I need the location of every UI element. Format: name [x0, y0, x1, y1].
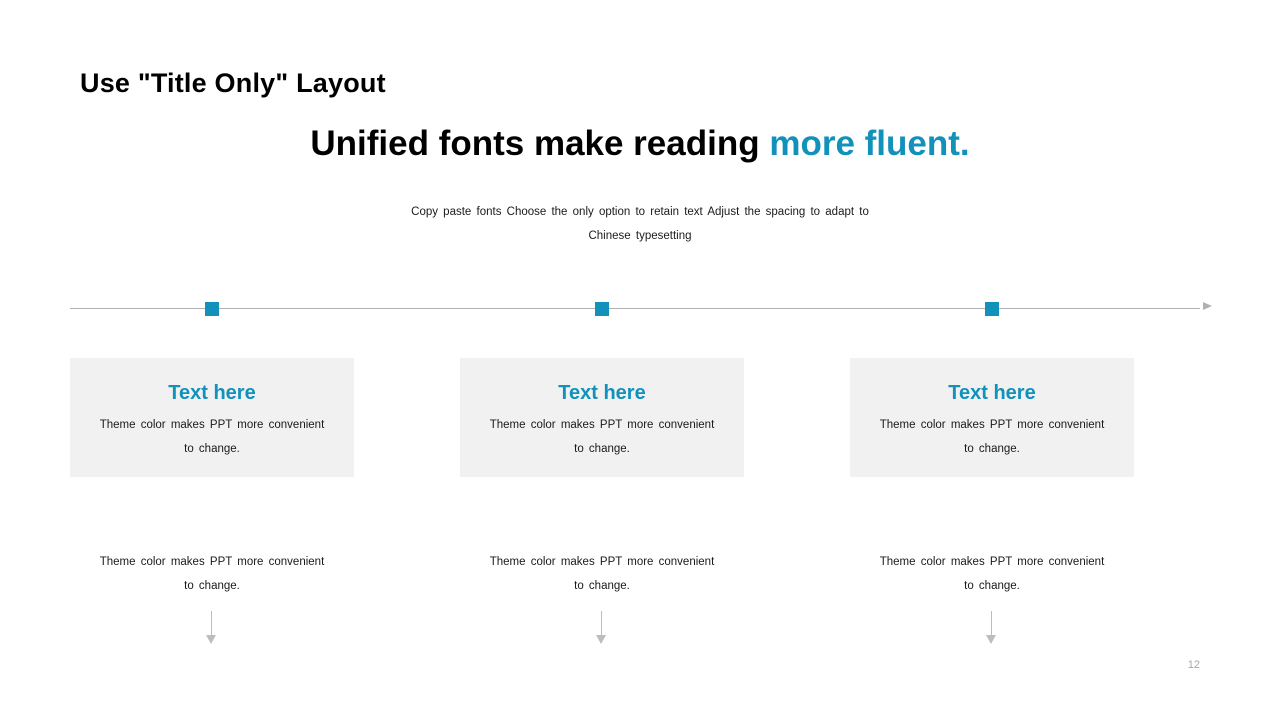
card-title: Text here	[168, 382, 256, 404]
arrow-down-icon-2	[460, 477, 744, 533]
column-3	[850, 358, 1134, 592]
headline-plain: Unified fonts make reading	[310, 124, 770, 163]
card-body: Theme color makes PPT more convenient to change.	[99, 419, 325, 455]
card-body: Theme color makes PPT more convenient to change.	[879, 419, 1105, 455]
headline-accent: more fluent.	[769, 124, 970, 163]
arrow-down-icon-1	[70, 477, 354, 533]
column-caption-3: Theme color makes PPT more convenient to change.	[879, 556, 1105, 592]
card-1	[70, 358, 354, 477]
arrow-down-icon-3	[850, 477, 1134, 533]
card-3	[850, 358, 1134, 477]
column-2	[460, 358, 744, 592]
arrow-head	[596, 635, 606, 644]
timeline	[70, 300, 1210, 318]
card-title: Text here	[558, 382, 646, 404]
arrow-head	[986, 635, 996, 644]
page-title	[0, 124, 1280, 164]
column-1	[70, 358, 354, 592]
column-caption-1: Theme color makes PPT more convenient to change.	[99, 556, 325, 592]
arrow-head	[206, 635, 216, 644]
timeline-node-2	[595, 302, 609, 316]
card-body: Theme color makes PPT more convenient to change.	[489, 419, 715, 455]
layout-label: Use "Title Only" Layout	[80, 68, 386, 98]
timeline-line	[70, 308, 1200, 309]
subtitle-text: Copy paste fonts Choose the only option to retain text Adjust the spacing to adapt to Chinese typesetting	[411, 206, 869, 242]
card-title: Text here	[948, 382, 1036, 404]
column-caption-2: Theme color makes PPT more convenient to change.	[489, 556, 715, 592]
timeline-node-1	[205, 302, 219, 316]
card-2	[460, 358, 744, 477]
page-number: 12	[1187, 659, 1200, 671]
timeline-arrow-icon	[1203, 302, 1212, 310]
timeline-node-3	[985, 302, 999, 316]
